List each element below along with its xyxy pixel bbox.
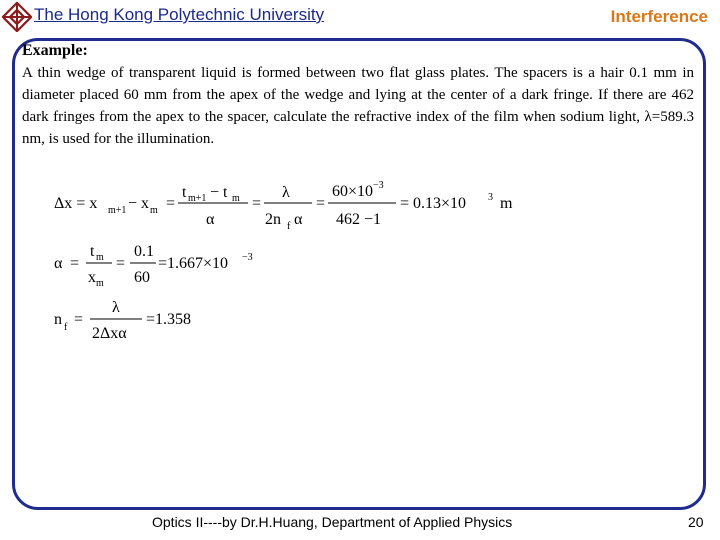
university-name: The Hong Kong Polytechnic University — [34, 5, 325, 24]
eq1-eq-1: = — [166, 195, 176, 212]
equation-refractive-index — [54, 299, 191, 342]
eq1-f2-den: 2n — [265, 211, 281, 228]
eq1-f2-den-sub: f — [287, 221, 291, 232]
eq1-unit: m — [500, 195, 513, 212]
eq1-minus-sub: m — [150, 205, 158, 216]
eq2-f1-num-sub: m — [96, 252, 104, 263]
eq1-f3-num-exp: −3 — [373, 180, 384, 191]
eq1-lhs-sub: m+1 — [108, 205, 127, 216]
eq3-eq: = — [74, 311, 84, 328]
eq3-result: =1.358 — [146, 311, 192, 328]
eq1-result-exp: 3 — [488, 192, 493, 203]
eq1-lhs: Δx = x — [54, 195, 98, 212]
eq3-lhs-sub: f — [64, 322, 68, 333]
eq1-f3-num: 60×10 — [332, 183, 374, 200]
equation-fringe-spacing — [54, 180, 513, 232]
slide-footer — [0, 514, 720, 534]
eq2-eq-2: = — [116, 255, 126, 272]
university-logo-icon — [2, 2, 32, 32]
eq1-f1-den: α — [206, 211, 215, 228]
footer-credit: Optics II----by Dr.H.Huang, Department of Applied Physics — [152, 514, 513, 530]
slide-topic: Interference — [610, 7, 708, 26]
eq1-f2-den-tail: α — [294, 211, 303, 228]
eq3-f1-den: 2Δxα — [92, 325, 127, 342]
slide-content — [22, 42, 694, 150]
eq2-lhs: α — [54, 255, 63, 272]
eq1-f1-num-sub2: m — [232, 193, 240, 204]
eq2-result: =1.667×10 — [158, 255, 229, 272]
eq1-f2-num: λ — [282, 184, 290, 201]
eq1-f1-num-mid: − t — [210, 184, 228, 201]
eq2-eq-1: = — [70, 255, 80, 272]
page-number: 20 — [688, 514, 704, 530]
problem-statement: A thin wedge of transparent liquid is formed between two flat glass plates. The spacers is a hair 0.1 mm in diameter placed 60 mm from the apex of the wedge and lying at the center of a dark fringe. If there are 462 dark fringes from the apex to the spacer, calculate the refractive index of the film when sodium light, λ=589.3 nm, is used for the illumination. — [22, 65, 694, 147]
eq1-f1-num-sub1: m+1 — [188, 193, 207, 204]
eq2-f1-den-sub: m — [96, 278, 104, 289]
eq3-f1-num: λ — [112, 299, 120, 316]
eq2-f2-num: 0.1 — [134, 243, 154, 260]
eq2-f1-num: t — [90, 243, 95, 260]
eq1-result: = 0.13×10 — [400, 195, 467, 212]
eq1-f1-num: t — [182, 184, 187, 201]
solution-equations — [50, 176, 570, 346]
eq1-minus-x: − x — [128, 195, 150, 212]
example-heading: Example: — [22, 42, 88, 59]
eq1-eq-3: = — [316, 195, 326, 212]
equation-wedge-angle — [54, 243, 253, 289]
eq3-lhs: n — [54, 311, 62, 328]
eq1-eq-2: = — [252, 195, 262, 212]
eq2-f2-den: 60 — [134, 269, 150, 286]
eq2-result-exp: −3 — [242, 252, 253, 263]
eq2-f1-den: x — [88, 269, 96, 286]
eq1-f3-den: 462 −1 — [336, 211, 382, 228]
